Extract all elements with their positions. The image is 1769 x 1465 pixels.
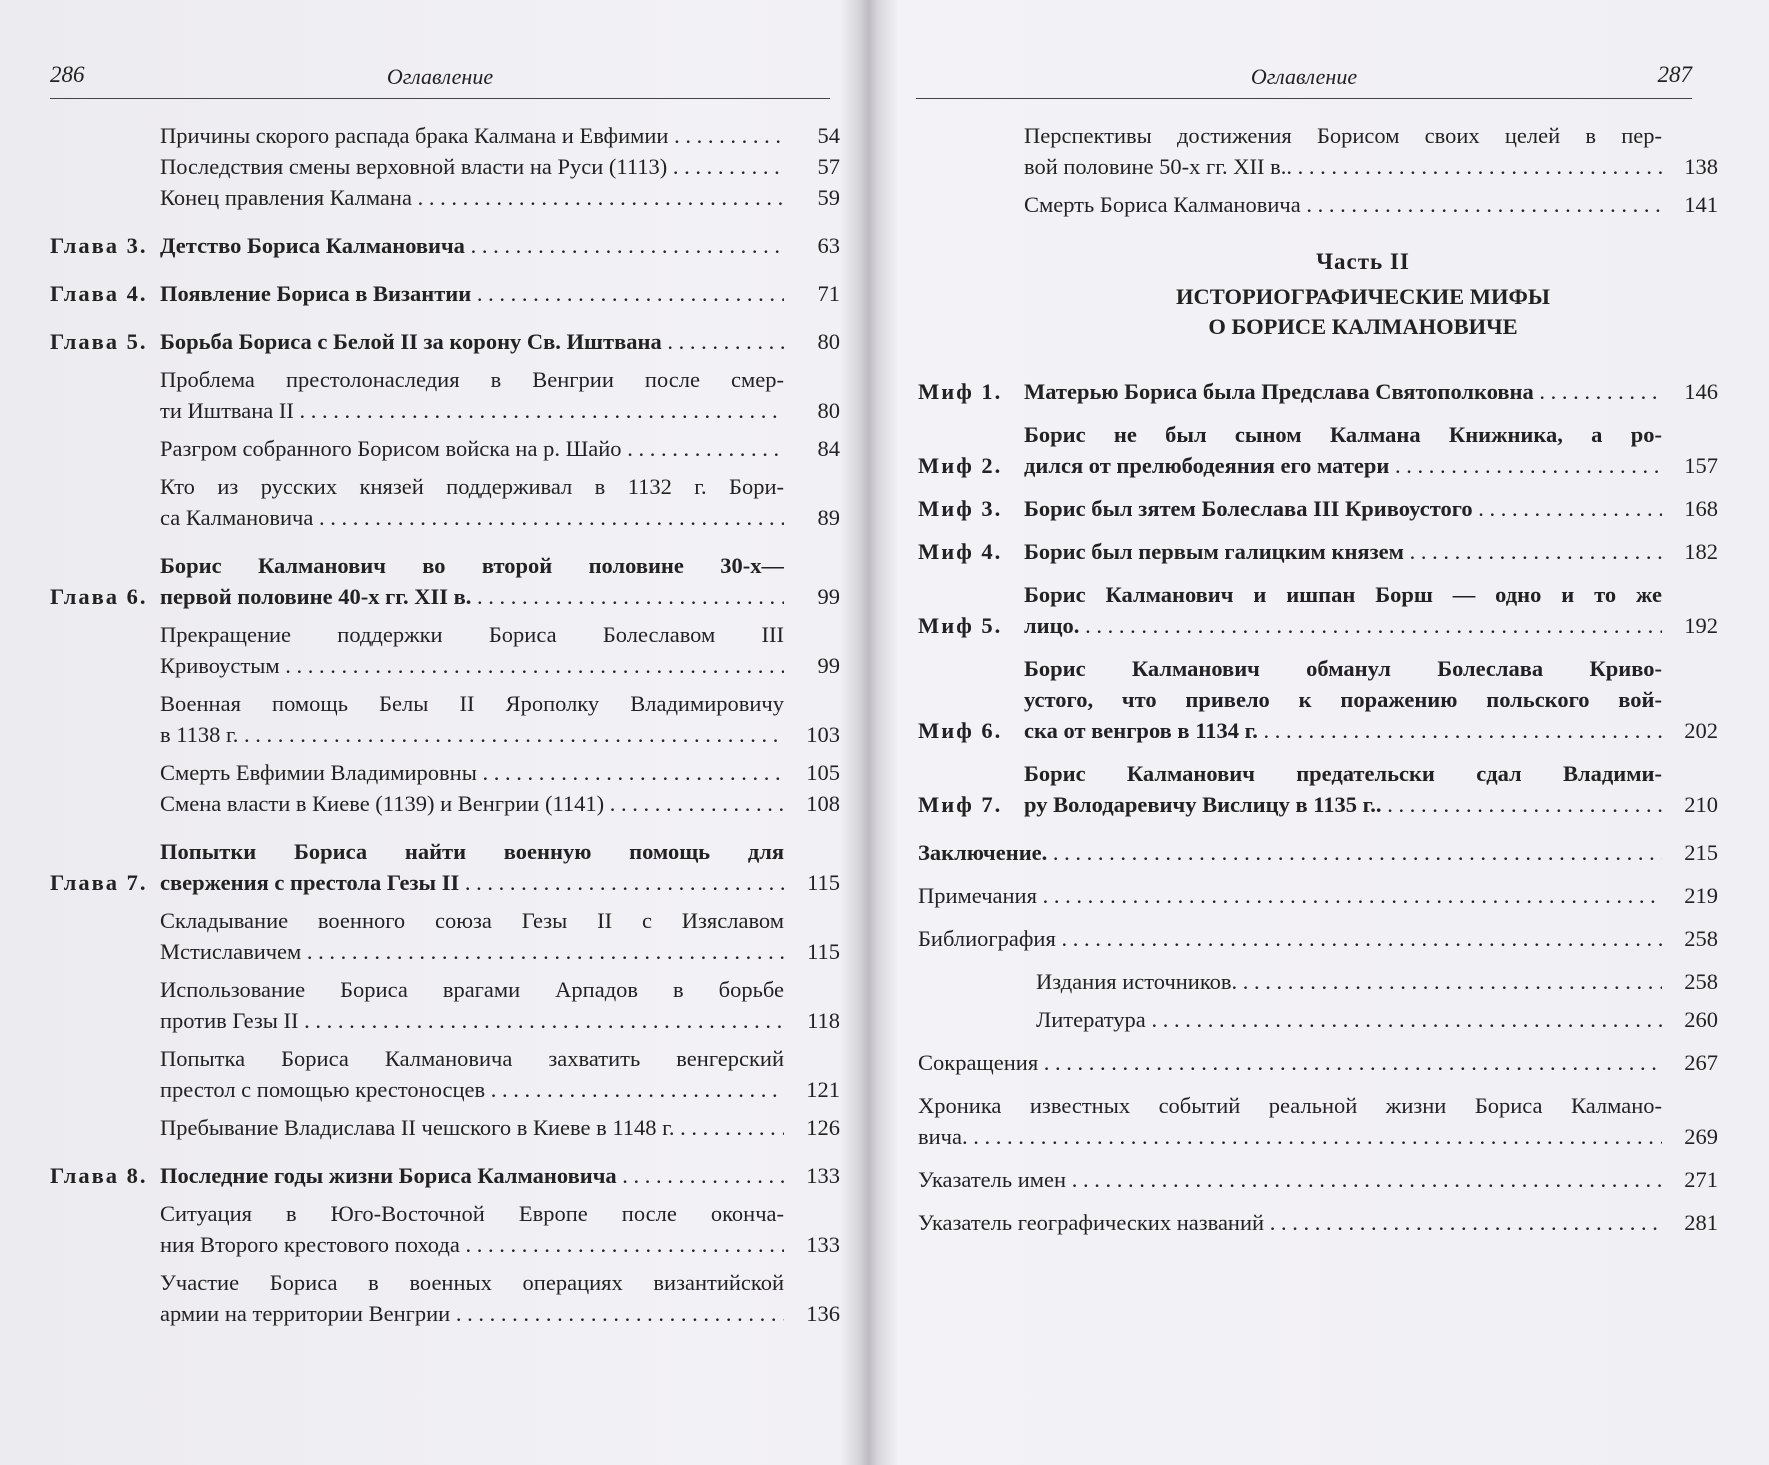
- entry-title-line: Попытки Бориса найти военную помощь для: [160, 839, 784, 864]
- myth-label: Миф 1.: [918, 379, 1003, 404]
- entry-title-line: Кривоустым . . .: [160, 650, 784, 681]
- entry-title-line: Борис Калманович и ишпан Борш — одно и то же: [1024, 582, 1662, 607]
- myth-entry[interactable]: [918, 536, 1718, 567]
- entry-title-line: вой половине 50-х гг. XII в.. . . .: [1024, 151, 1662, 182]
- myth-entry[interactable]: [918, 579, 1718, 641]
- chapter-entry[interactable]: [50, 550, 840, 612]
- entry-title: [1024, 419, 1662, 481]
- entry-title: [160, 151, 784, 182]
- entry-title-line: Перспективы достижения Борисом своих целей в пер-: [1024, 123, 1662, 148]
- entry-title: [160, 1043, 784, 1105]
- entry-title-line: Попытка Бориса Калмановича захватить венгерский: [160, 1046, 784, 1071]
- page-ref: 99: [817, 653, 840, 678]
- section-entry[interactable]: [50, 688, 840, 750]
- entry-title: [1024, 536, 1662, 567]
- page-ref: 168: [1684, 496, 1718, 521]
- myth-entry[interactable]: [918, 493, 1718, 524]
- entry-title: [160, 619, 784, 681]
- entry-title-line: Детство Бориса Калмановича . . .: [160, 230, 784, 261]
- entry-title-line: Использование Бориса врагами Арпадов в борьбе: [160, 977, 784, 1002]
- section-entry[interactable]: [50, 1043, 840, 1105]
- entry-title: [1024, 120, 1662, 182]
- page-ref: 115: [807, 870, 840, 895]
- entry-title: [160, 757, 784, 788]
- entry-title: [160, 278, 784, 309]
- entry-title: [918, 837, 1662, 868]
- myth-entry[interactable]: [918, 758, 1718, 820]
- subsection-entry[interactable]: [918, 966, 1718, 997]
- back-matter-entry[interactable]: [918, 1207, 1718, 1238]
- section-entry[interactable]: [50, 364, 840, 426]
- entry-title: [918, 1047, 1662, 1078]
- entry-title-line: лицо. . . .: [1024, 610, 1662, 641]
- section-entry[interactable]: [50, 1198, 840, 1260]
- page-ref: 267: [1684, 1050, 1718, 1075]
- back-matter-entry[interactable]: [918, 1090, 1718, 1152]
- section-entry[interactable]: [918, 120, 1718, 182]
- entry-title: [160, 1198, 784, 1260]
- entry-title-line: Смерть Евфимии Владимировны . . .: [160, 757, 784, 788]
- entry-title-line: Борис был зятем Болеслава III Кривоустого . . .: [1024, 493, 1662, 524]
- entry-title-line: Прекращение поддержки Бориса Болеславом III: [160, 622, 784, 647]
- entry-title-line: Конец правления Калмана . . .: [160, 182, 784, 213]
- page-ref: 80: [817, 398, 840, 423]
- myth-label: Миф 4.: [918, 539, 1003, 564]
- back-matter-entry[interactable]: [918, 1047, 1718, 1078]
- page-ref: 269: [1684, 1124, 1718, 1149]
- page-ref: 182: [1684, 539, 1718, 564]
- chapter-entry[interactable]: [50, 230, 840, 261]
- section-entry[interactable]: [918, 189, 1718, 220]
- page-ref: 121: [806, 1077, 840, 1102]
- page-ref: 133: [806, 1163, 840, 1188]
- chapter-entry[interactable]: [50, 836, 840, 898]
- entry-title: [1036, 966, 1662, 997]
- entry-title: [160, 364, 784, 426]
- entry-title: [160, 1267, 784, 1329]
- myth-entry[interactable]: [918, 653, 1718, 746]
- entry-title-line: Складывание военного союза Гезы II с Изяславом: [160, 908, 784, 933]
- entry-title-line: Сокращения . . .: [918, 1047, 1662, 1078]
- entry-title-line: Борис был первым галицким князем . . .: [1024, 536, 1662, 567]
- running-header-left: [50, 58, 830, 99]
- part-title: Часть II: [1316, 249, 1410, 274]
- page-ref: 258: [1684, 926, 1718, 951]
- header-title-left: Оглавление: [386, 64, 494, 89]
- myth-label: Миф 7.: [918, 792, 1003, 817]
- page-ref: 84: [817, 436, 840, 461]
- entry-title-line: армии на территории Венгрии . . .: [160, 1298, 784, 1329]
- entry-title-line: Борис Калманович обманул Болеслава Криво-: [1024, 656, 1662, 681]
- page-ref: 80: [817, 329, 840, 354]
- back-matter-entry[interactable]: [918, 837, 1718, 868]
- subsection-entry[interactable]: [918, 1004, 1718, 1035]
- back-matter-list: [918, 820, 1718, 1238]
- entry-title-line: ру Володаревичу Вислицу в 1135 г.. . . .: [1024, 789, 1662, 820]
- entry-title-line: ти Иштвана II . . .: [160, 395, 784, 426]
- entry-title-line: Указатель имен . . .: [918, 1164, 1662, 1195]
- entry-title-line: Последствия смены верховной власти на Руси (1113) . . .: [160, 151, 784, 182]
- page-ref: 99: [817, 584, 840, 609]
- myth-label: Миф 3.: [918, 496, 1003, 521]
- entry-title-line: Борис Калманович во второй половине 30-х—: [160, 553, 784, 578]
- back-matter-entry[interactable]: [918, 880, 1718, 911]
- entry-title: [918, 880, 1662, 911]
- entry-title-line: Примечания . . .: [918, 880, 1662, 911]
- entry-title: [1024, 579, 1662, 641]
- entry-title: [160, 1160, 784, 1191]
- myth-label: Миф 5.: [918, 613, 1003, 638]
- page-ref: 63: [817, 233, 840, 258]
- page-ref: 141: [1684, 192, 1718, 217]
- page-ref: 105: [806, 760, 840, 785]
- page-ref: 258: [1684, 969, 1718, 994]
- page-ref: 115: [807, 939, 840, 964]
- page-ref: 210: [1684, 792, 1718, 817]
- section-entry[interactable]: [50, 788, 840, 819]
- section-entry[interactable]: [50, 757, 840, 788]
- entry-title-line: Хроника известных событий реальной жизни Бориса Калмано-: [918, 1093, 1662, 1118]
- page-ref: 133: [806, 1232, 840, 1257]
- entry-title-line: Пребывание Владислава II чешского в Киеве в 1148 г. . . .: [160, 1112, 784, 1143]
- entry-title-line: свержения с престола Гезы II . . .: [160, 867, 784, 898]
- entry-title: [160, 788, 784, 819]
- page-ref: 215: [1684, 840, 1718, 865]
- page-ref: 192: [1684, 613, 1718, 638]
- entry-title-line: дился от прелюбодеяния его матери . . .: [1024, 450, 1662, 481]
- page-ref: 260: [1684, 1007, 1718, 1032]
- entry-title: [918, 1164, 1662, 1195]
- page-number-left: 286: [50, 62, 85, 87]
- entry-title: [160, 974, 784, 1036]
- entry-title-line: Указатель географических названий . . .: [918, 1207, 1662, 1238]
- page-ref: 271: [1684, 1167, 1718, 1192]
- page-number-right: 287: [1657, 62, 1692, 87]
- running-header-right: [916, 58, 1692, 99]
- page-ref: 59: [817, 185, 840, 210]
- entry-title: [1036, 1004, 1662, 1035]
- section-entry[interactable]: [50, 120, 840, 151]
- page-ref: 219: [1684, 883, 1718, 908]
- entry-title-line: вича. . . .: [918, 1121, 1662, 1152]
- section-entry[interactable]: [50, 182, 840, 213]
- entry-title-line: Борис не был сыном Калмана Книжника, а ро-: [1024, 422, 1662, 447]
- entry-title-line: Смерть Бориса Калмановича . . .: [1024, 189, 1662, 220]
- page-ref: 118: [807, 1008, 840, 1033]
- entry-title-line: в 1138 г. . . .: [160, 719, 784, 750]
- entry-title-line: Причины скорого распада брака Калмана и Евфимии . . .: [160, 120, 784, 151]
- entry-title: [1024, 376, 1662, 407]
- myth-list: [918, 376, 1718, 820]
- entry-title: [918, 1090, 1662, 1152]
- myth-label: Миф 2.: [918, 453, 1003, 478]
- section-entry[interactable]: [50, 1112, 840, 1143]
- myth-entry[interactable]: [918, 376, 1718, 407]
- section-entry[interactable]: [50, 433, 840, 464]
- entry-title-line: ния Второго крестового похода . . .: [160, 1229, 784, 1260]
- section-entry[interactable]: [50, 974, 840, 1036]
- chapter-entry[interactable]: [50, 278, 840, 309]
- entry-title: [160, 326, 784, 357]
- entry-title-line: Матерью Бориса была Предслава Святополковна . . .: [1024, 376, 1662, 407]
- page-ref: 202: [1684, 718, 1718, 743]
- entry-title-line: против Гезы II . . .: [160, 1005, 784, 1036]
- back-matter-entry[interactable]: [918, 923, 1718, 954]
- entry-title-line: Разгром собранного Борисом войска на р. Шайо . . .: [160, 433, 784, 464]
- entry-title: [160, 230, 784, 261]
- entry-title: [160, 120, 784, 151]
- right-page: [900, 0, 1769, 1465]
- page-ref: 89: [817, 505, 840, 530]
- entry-title-line: са Калмановича . . .: [160, 502, 784, 533]
- entry-title: [160, 471, 784, 533]
- entry-title-line: Ситуация в Юго-Восточной Европе после оконча-: [160, 1201, 784, 1226]
- page-ref: 57: [817, 154, 840, 179]
- header-title-right: Оглавление: [1250, 64, 1358, 89]
- toc-left: [50, 120, 840, 1329]
- page-ref: 126: [806, 1115, 840, 1140]
- page-ref: 71: [817, 281, 840, 306]
- entry-title-line: Военная помощь Белы II Ярополку Владимировичу: [160, 691, 784, 716]
- chapter-label: Глава 5.: [50, 329, 148, 354]
- entry-title: [160, 688, 784, 750]
- page-ref: 157: [1684, 453, 1718, 478]
- left-page: [0, 0, 840, 1465]
- entry-title: [160, 433, 784, 464]
- entry-title: [160, 836, 784, 898]
- toc-right: [918, 120, 1718, 1238]
- chapter-label: Глава 6.: [50, 584, 148, 609]
- entry-title: [918, 923, 1662, 954]
- entry-title-line: ска от венгров в 1134 г. . . .: [1024, 715, 1662, 746]
- page-ref: 138: [1684, 154, 1718, 179]
- entry-title-line: Борис Калманович предательски сдал Владими-: [1024, 761, 1662, 786]
- entry-title: [1024, 653, 1662, 746]
- page-ref: 146: [1684, 379, 1718, 404]
- back-matter-entry[interactable]: [918, 1164, 1718, 1195]
- entry-title-line: Появление Бориса в Византии . . .: [160, 278, 784, 309]
- entry-title-line: Кто из русских князей поддерживал в 1132 г. Бори-: [160, 474, 784, 499]
- chapter-entry[interactable]: [50, 1160, 840, 1191]
- entry-title-line: Смена власти в Киеве (1139) и Венгрии (1141) . . .: [160, 788, 784, 819]
- myth-entry[interactable]: [918, 419, 1718, 481]
- entry-title-line: Заключение. . . .: [918, 837, 1662, 868]
- chapter-label: Глава 8.: [50, 1163, 148, 1188]
- entry-title-line: первой половине 40-х гг. XII в. . . .: [160, 581, 784, 612]
- entry-title: [160, 182, 784, 213]
- chapter-label: Глава 4.: [50, 281, 148, 306]
- entry-title: [160, 550, 784, 612]
- page-ref: 108: [806, 791, 840, 816]
- entry-title-line: Борьба Бориса с Белой II за корону Св. Иштвана . . .: [160, 326, 784, 357]
- entry-title-line: Мстиславичем . . .: [160, 936, 784, 967]
- entry-title-line: Литература . . .: [1036, 1004, 1662, 1035]
- entry-title-line: Последние годы жизни Бориса Калмановича . . .: [160, 1160, 784, 1191]
- section-entry[interactable]: [50, 471, 840, 533]
- myth-label: Миф 6.: [918, 718, 1003, 743]
- page-ref: 54: [817, 123, 840, 148]
- part-subtitle-line2: О БОРИСЕ КАЛМАНОВИЧЕ: [1208, 314, 1518, 339]
- entry-title-line: Библиография . . .: [918, 923, 1662, 954]
- entry-title-line: Проблема престолонаследия в Венгрии после смер-: [160, 367, 784, 392]
- chapter-entry[interactable]: [50, 326, 840, 357]
- toc-continued-entries: [918, 120, 1718, 220]
- section-entry[interactable]: [50, 905, 840, 967]
- entry-title: [1024, 758, 1662, 820]
- chapter-label: Глава 7.: [50, 870, 148, 895]
- chapter-label: Глава 3.: [50, 233, 148, 258]
- entry-title: [1024, 493, 1662, 524]
- entry-title: [1024, 189, 1662, 220]
- page-ref: 281: [1684, 1210, 1718, 1235]
- section-entry[interactable]: [50, 1267, 840, 1329]
- entry-title: [160, 1112, 784, 1143]
- entry-title: [160, 905, 784, 967]
- entry-title: [918, 1207, 1662, 1238]
- entry-title-line: Участие Бориса в военных операциях византийской: [160, 1270, 784, 1295]
- entry-title-line: устого, что привело к поражению польского вой-: [1024, 687, 1662, 712]
- page-ref: 136: [806, 1301, 840, 1326]
- section-entry[interactable]: [50, 619, 840, 681]
- entry-title-line: Издания источников. . . .: [1036, 966, 1662, 997]
- entry-title-line: престол с помощью крестоносцев . . .: [160, 1074, 784, 1105]
- page-ref: 103: [806, 722, 840, 747]
- section-entry[interactable]: [50, 151, 840, 182]
- part-subtitle-line1: ИСТОРИОГРАФИЧЕСКИЕ МИФЫ: [1176, 284, 1550, 309]
